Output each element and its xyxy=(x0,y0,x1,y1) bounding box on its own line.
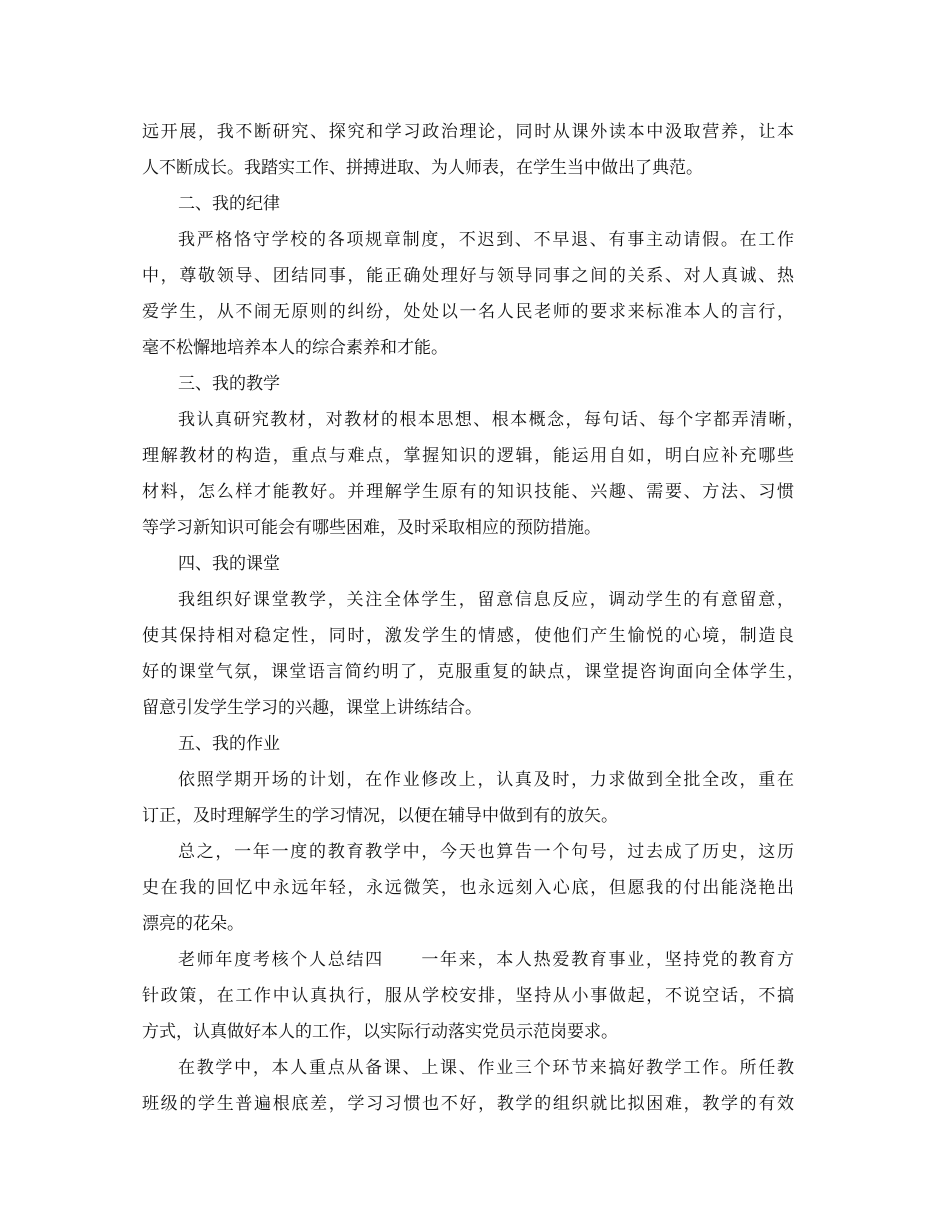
paragraph-line: 依照学期开场的计划，在作业修改上，认真及时，力求做到全批全改，重在 xyxy=(178,770,794,790)
paragraph-line: 我认真研究教材，对教材的根本思想、根本概念，每句话、每个字都弄清晰， xyxy=(178,410,804,430)
section-heading: 三、我的教学 xyxy=(178,374,280,394)
paragraph-line: 我严格恪守学校的各项规章制度，不迟到、不早退、有事主动请假。在工作 xyxy=(178,230,794,250)
paragraph-line: 留意引发学生学习的兴趣，课堂上讲练结合。 xyxy=(142,698,482,718)
section-heading: 四、我的课堂 xyxy=(178,554,280,574)
paragraph-line: 漂亮的花朵。 xyxy=(142,914,244,934)
paragraph-line: 老师年度考核个人总结四 一年来，本人热爱教育事业，坚持党的教育方 xyxy=(178,950,794,970)
paragraph-line: 理解教材的构造，重点与难点，掌握知识的逻辑，能运用自如，明白应补充哪些 xyxy=(142,446,794,466)
paragraph-line: 总之，一年一度的教育教学中，今天也算告一个句号，过去成了历史，这历 xyxy=(178,842,794,862)
paragraph-line: 毫不松懈地培养本人的综合素养和才能。 xyxy=(142,338,448,358)
paragraph-line: 人不断成长。我踏实工作、拼搏进取、为人师表，在学生当中做出了典范。 xyxy=(142,158,703,178)
paragraph-line: 在教学中，本人重点从备课、上课、作业三个环节来搞好教学工作。所任教 xyxy=(178,1058,794,1078)
section-heading: 二、我的纪律 xyxy=(178,194,280,214)
paragraph-line: 订正，及时理解学生的学习情况，以便在辅导中做到有的放矢。 xyxy=(142,806,618,826)
paragraph-line: 材料，怎么样才能教好。并理解学生原有的知识技能、兴趣、需要、方法、习惯 xyxy=(142,482,794,502)
paragraph-line: 班级的学生普遍根底差，学习习惯也不好，教学的组织就比拟困难，教学的有效 xyxy=(142,1094,794,1114)
paragraph-line: 针政策，在工作中认真执行，服从学校安排，坚持从小事做起，不说空话，不搞 xyxy=(142,986,794,1006)
paragraph-line: 我组织好课堂教学，关注全体学生，留意信息反应，调动学生的有意留意， xyxy=(178,590,794,610)
paragraph-line: 使其保持相对稳定性，同时，激发学生的情感，使他们产生愉悦的心境，制造良 xyxy=(142,626,794,646)
section-heading: 五、我的作业 xyxy=(178,734,280,754)
paragraph-line: 远开展，我不断研究、探究和学习政治理论，同时从课外读本中汲取营养，让本 xyxy=(142,122,794,142)
paragraph-line: 史在我的回忆中永远年轻，永远微笑，也永远刻入心底，但愿我的付出能浇艳出 xyxy=(142,878,794,898)
paragraph-line: 爱学生，从不闹无原则的纠纷，处处以一名人民老师的要求来标准本人的言行， xyxy=(142,302,794,322)
paragraph-line: 方式，认真做好本人的工作，以实际行动落实党员示范岗要求。 xyxy=(142,1022,618,1042)
paragraph-line: 等学习新知识可能会有哪些困难，及时采取相应的预防措施。 xyxy=(142,518,601,538)
paragraph-line: 好的课堂气氛，课堂语言简约明了，克服重复的缺点，课堂提咨询面向全体学生， xyxy=(142,662,804,682)
paragraph-line: 中，尊敬领导、团结同事，能正确处理好与领导同事之间的关系、对人真诚、热 xyxy=(142,266,794,286)
